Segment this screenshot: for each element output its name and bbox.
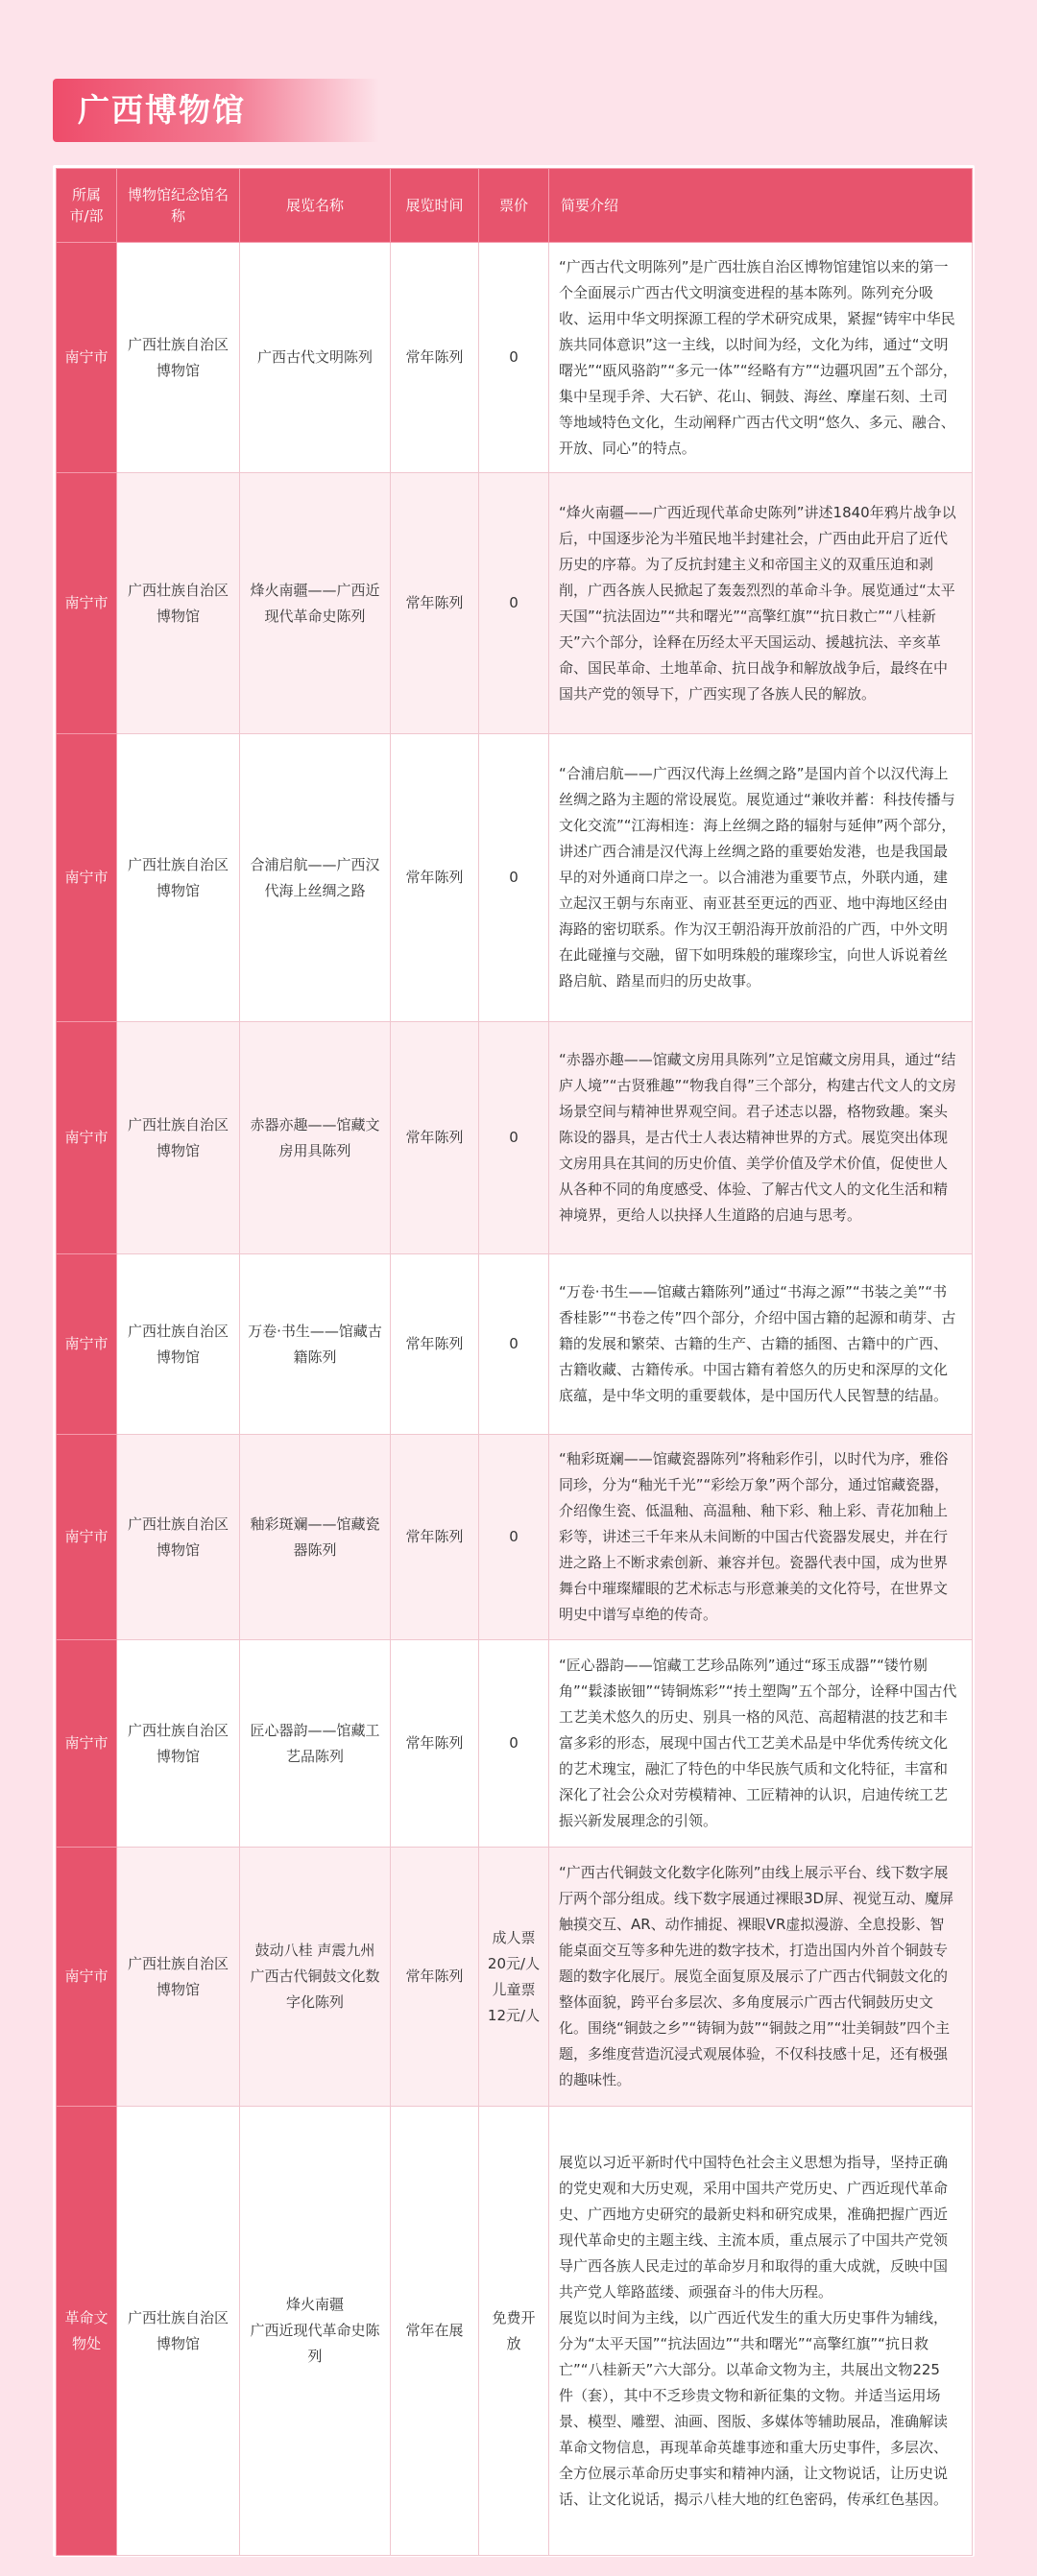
cell-time: 常年陈列	[391, 1435, 479, 1640]
cell-city: 南宁市	[57, 1848, 117, 2107]
cell-intro: “广西古代铜鼓文化数字化陈列”由线上展示平台、线下数字展厅两个部分组成。线下数字展通过裸眼3D屏、视觉互动、魔屏触摸交互、AR、动作捕捉、裸眼VR虚拟漫游、全息投影、智能桌面交互等多种先进的数字技术，打造出国内外首个铜鼓专题的数字化展厅。展览全面复原及展示了广西古代铜鼓文化的整体面貌，跨平台多层次、多角度展示广西古代铜鼓历史文化。围绕“铜鼓之乡”“铸铜为鼓”“铜鼓之用”“壮美铜鼓”四个主题，多维度营造沉浸式观展体验，不仅科技感十足，还有极强的趣味性。	[549, 1848, 973, 2107]
cell-time: 常年陈列	[391, 1022, 479, 1254]
table-row	[57, 243, 973, 473]
cell-city: 南宁市	[57, 1022, 117, 1254]
exhibition-table	[56, 168, 973, 2556]
cell-ticket: 0	[479, 1254, 549, 1435]
cell-intro: “广西古代文明陈列”是广西壮族自治区博物馆建馆以来的第一个全面展示广西古代文明演变进程的基本陈列。陈列充分吸收、运用中华文明探源工程的学术研究成果，紧握“铸牢中华民族共同体意识”这一主线，以时间为经，文化为纬，通过“文明曙光”“瓯风骆韵”“多元一体”“经略有方”“边疆巩固”五个部分，集中呈现手斧、大石铲、花山、铜鼓、海丝、摩崖石刻、土司等地域特色文化，生动阐释广西古代文明“悠久、多元、融合、开放、同心”的特点。	[549, 243, 973, 473]
cell-ticket: 免费开放	[479, 2107, 549, 2556]
cell-exhibition: 釉彩斑斓——馆藏瓷器陈列	[240, 1435, 391, 1640]
cell-ticket: 0	[479, 473, 549, 734]
table-row	[57, 1435, 973, 1640]
cell-time: 常年陈列	[391, 734, 479, 1022]
cell-city: 南宁市	[57, 1254, 117, 1435]
header-time: 展览时间	[391, 169, 479, 243]
page-title: 广西博物馆	[78, 91, 246, 129]
header-exhibition: 展览名称	[240, 169, 391, 243]
cell-time: 常年陈列	[391, 473, 479, 734]
cell-ticket: 0	[479, 1640, 549, 1848]
table-row	[57, 1640, 973, 1848]
header-intro: 简要介绍	[549, 169, 973, 243]
cell-museum: 广西壮族自治区博物馆	[117, 473, 240, 734]
cell-museum: 广西壮族自治区博物馆	[117, 1435, 240, 1640]
cell-exhibition: 万卷·书生——馆藏古籍陈列	[240, 1254, 391, 1435]
cell-intro: “合浦启航——广西汉代海上丝绸之路”是国内首个以汉代海上丝绸之路为主题的常设展览。展览通过“兼收并蓄：科技传播与文化交流”“江海相连：海上丝绸之路的辐射与延伸”两个部分，讲述广西合浦是汉代海上丝绸之路的重要始发港，也是我国最早的对外通商口岸之一。以合浦港为重要节点，外联内通，建立起汉王朝与东南亚、南亚甚至更远的西亚、地中海地区经由海路的密切联系。作为汉王朝沿海开放前沿的广西，中外文明在此碰撞与交融，留下如明珠般的璀璨珍宝，向世人诉说着丝路启航、踏星而归的历史故事。	[549, 734, 973, 1022]
cell-time: 常年陈列	[391, 1848, 479, 2107]
cell-intro: “釉彩斑斓——馆藏瓷器陈列”将釉彩作引，以时代为序，雅俗同珍，分为“釉光千光”“彩绘万象”两个部分，通过馆藏瓷器，介绍像生瓷、低温釉、高温釉、釉下彩、釉上彩、青花加釉上彩等，讲述三千年来从未间断的中国古代瓷器发展史，并在行进之路上不断求索创新、兼容并包。瓷器代表中国，成为世界舞台中璀璨耀眼的艺术标志与形意兼美的文化符号，在世界文明史中谱写卓绝的传奇。	[549, 1435, 973, 1640]
cell-city: 南宁市	[57, 734, 117, 1022]
table-row	[57, 734, 973, 1022]
cell-exhibition: 烽火南疆 广西近现代革命史陈列	[240, 2107, 391, 2556]
exhibition-table-card	[53, 165, 975, 2557]
cell-intro: “烽火南疆——广西近现代革命史陈列”讲述1840年鸦片战争以后，中国逐步沦为半殖民地半封建社会，广西由此开启了近代历史的序幕。为了反抗封建主义和帝国主义的双重压迫和剥削，广西各族人民掀起了轰轰烈烈的革命斗争。展览通过“太平天国”“抗法固边”“共和曙光”“高擎红旗”“抗日救亡”“八桂新天”六个部分，诠释在历经太平天国运动、援越抗法、辛亥革命、国民革命、土地革命、抗日战争和解放战争后，最终在中国共产党的领导下，广西实现了各族人民的解放。	[549, 473, 973, 734]
cell-time: 常年陈列	[391, 243, 479, 473]
table-row	[57, 2107, 973, 2556]
cell-time: 常年陈列	[391, 1254, 479, 1435]
table-row	[57, 1022, 973, 1254]
header-city: 所属市/部	[57, 169, 117, 243]
cell-city: 革命文物处	[57, 2107, 117, 2556]
cell-intro: “万卷·书生——馆藏古籍陈列”通过“书海之源”“书装之美”“书香桂影”“书卷之传”四个部分，介绍中国古籍的起源和萌芽、古籍的发展和繁荣、古籍的生产、古籍的插图、古籍中的广西、古籍收藏、古籍传承。中国古籍有着悠久的历史和深厚的文化底蕴，是中华文明的重要载体，是中国历代人民智慧的结晶。	[549, 1254, 973, 1435]
cell-exhibition: 广西古代文明陈列	[240, 243, 391, 473]
cell-museum: 广西壮族自治区博物馆	[117, 1640, 240, 1848]
cell-city: 南宁市	[57, 473, 117, 734]
cell-time: 常年陈列	[391, 1640, 479, 1848]
cell-museum: 广西壮族自治区博物馆	[117, 2107, 240, 2556]
cell-ticket: 0	[479, 1435, 549, 1640]
cell-intro: 展览以习近平新时代中国特色社会主义思想为指导，坚持正确的党史观和大历史观，采用中国共产党历史、广西近现代革命史、广西地方史研究的最新史料和研究成果，准确把握广西近现代革命史的主题主线、主流本质，重点展示了中国共产党领导广西各族人民走过的革命岁月和取得的重大成就，反映中国共产党人筚路蓝缕、顽强奋斗的伟大历程。 展览以时间为主线，以广西近代发生的重大历史事件为辅线，分为“太平天国”“抗法固边”“共和曙光”“高擎红旗”“抗日救亡”“八桂新天”六大部分。以革命文物为主，共展出文物225 件（套），其中不乏珍贵文物和新征集的文物。并适当运用场景、模型、雕塑、油画、图版、多媒体等辅助展品，准确解读革命文物信息，再现革命英雄事迹和重大历史事件，多层次、全方位展示革命历史事实和精神内涵，让文物说话，让历史说话、让文化说话，揭示八桂大地的红色密码，传承红色基因。	[549, 2107, 973, 2556]
cell-exhibition: 烽火南疆——广西近现代革命史陈列	[240, 473, 391, 734]
header-ticket: 票价	[479, 169, 549, 243]
cell-museum: 广西壮族自治区博物馆	[117, 1022, 240, 1254]
cell-intro: “赤器亦趣——馆藏文房用具陈列”立足馆藏文房用具，通过“结庐人境”“古贤雅趣”“物我自得”三个部分，构建古代文人的文房场景空间与精神世界观空间。君子述志以器，格物致趣。案头陈设的器具，是古代士人表达精神世界的方式。展览突出体现文房用具在其间的历史价值、美学价值及学术价值，促使世人从各种不同的角度感受、体验、了解古代文人的文化生活和精神境界，更给人以抉择人生道路的启迪与思考。	[549, 1022, 973, 1254]
cell-ticket: 0	[479, 734, 549, 1022]
cell-intro: “匠心器韵——馆藏工艺珍品陈列”通过“琢玉成器”“镂竹剔角”“鬏漆嵌钿”“铸铜炼彩”“抟土塑陶”五个部分，诠释中国古代工艺美术悠久的历史、别具一格的风范、高超精湛的技艺和丰富多彩的形态，展现中国古代工艺美术品是中华优秀传统文化的艺术瑰宝，融汇了特色的中华民族气质和文化特征，丰富和深化了社会公众对劳模精神、工匠精神的认识，启迪传统工艺振兴新发展理念的引领。	[549, 1640, 973, 1848]
title-banner	[53, 79, 379, 142]
cell-exhibition: 匠心器韵——馆藏工艺品陈列	[240, 1640, 391, 1848]
table-row	[57, 473, 973, 734]
cell-exhibition: 合浦启航——广西汉代海上丝绸之路	[240, 734, 391, 1022]
header-museum: 博物馆纪念馆名称	[117, 169, 240, 243]
cell-exhibition: 赤器亦趣——馆藏文房用具陈列	[240, 1022, 391, 1254]
cell-city: 南宁市	[57, 1435, 117, 1640]
cell-city: 南宁市	[57, 243, 117, 473]
table-row	[57, 1254, 973, 1435]
cell-ticket: 成人票20元/人 儿童票12元/人	[479, 1848, 549, 2107]
cell-time: 常年在展	[391, 2107, 479, 2556]
cell-ticket: 0	[479, 243, 549, 473]
cell-ticket: 0	[479, 1022, 549, 1254]
cell-museum: 广西壮族自治区博物馆	[117, 1254, 240, 1435]
cell-city: 南宁市	[57, 1640, 117, 1848]
table-header-row	[57, 169, 973, 243]
cell-museum: 广西壮族自治区博物馆	[117, 243, 240, 473]
cell-museum: 广西壮族自治区博物馆	[117, 1848, 240, 2107]
cell-museum: 广西壮族自治区博物馆	[117, 734, 240, 1022]
cell-exhibition: 鼓动八桂 声震九州 广西古代铜鼓文化数字化陈列	[240, 1848, 391, 2107]
table-row	[57, 1848, 973, 2107]
